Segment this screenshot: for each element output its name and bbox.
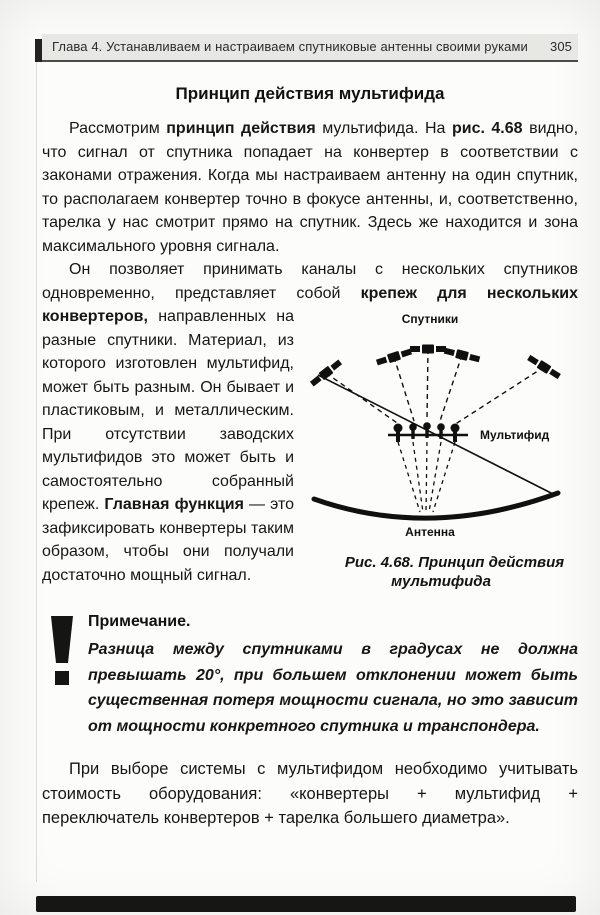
page-fold-line	[36, 62, 37, 882]
paragraph-2-text: Он позволяет принимать каналы с нескольких спутников одновременно, представляет собой	[42, 261, 578, 302]
header-page-number: 305	[550, 39, 572, 54]
satellite-icons	[309, 345, 562, 388]
paragraph-1-bold: принцип действия	[166, 120, 316, 137]
section-title: Принцип действия мультифида	[175, 84, 445, 103]
paragraph-1-text: Рассмотрим	[69, 120, 167, 137]
note-title: Примечание.	[88, 613, 191, 630]
multifeed-diagram	[304, 309, 578, 544]
paragraph-2	[42, 258, 579, 590]
paragraph-2-text: направленных на разные спутники. Материал, из которого изготовлен мультифид, может быть разным. Он бывает и пластиковым, и металлическим. При отсутствии заводских мультифидов это может быть и самостоятельно собранный крепеж.	[42, 308, 294, 513]
figure-4-68	[304, 309, 578, 591]
note-body: Разница между спутниками в градусах не должна превышать 20°, при большем отклонении может быть существенная потеря мощности сигнала, но это зависит от мощности конкретного спутника и транспондера.	[88, 641, 578, 735]
figure-caption-text: Принцип действия мультифида	[391, 554, 565, 590]
paragraph-1-text: видно, что сигнал от спутника попадает на конвертер в соответствии с законами отражения. Когда мы настраиваем антенну на один спутник, то располагаем конвертер точно в фокусе антенны, и, соответственно, тарелка у нас смотрит прямо на спутник. Здесь же находится и зона максимального уровня сигнала.	[42, 120, 579, 255]
header-chapter-title: Глава 4. Устанавливаем и настраиваем спутниковые антенны своими руками	[52, 39, 528, 54]
figure-caption	[304, 553, 578, 591]
antenna-label: Антенна	[405, 525, 455, 539]
exclamation-icon	[42, 613, 88, 739]
paragraph-3-text: При выборе системы с мультифидом необходимо учитывать стоимость оборудования: «конвертеры + мультифид + переключатель конвертеров + тарелка большего диаметра».	[42, 760, 578, 827]
note-content	[88, 613, 578, 739]
note-block	[42, 613, 578, 739]
scan-footer-bar	[36, 896, 576, 912]
satellites-label: Спутники	[401, 312, 459, 326]
figure-reference: рис. 4.68	[451, 120, 523, 137]
satellite-icon	[526, 354, 561, 381]
paragraph-2-text: — это зафиксировать конвертеры таким образом, чтобы они получали достаточно мощный сигнал.	[42, 496, 294, 584]
running-header	[42, 34, 578, 62]
figure-caption-number: Рис. 4.68.	[344, 554, 415, 571]
paragraph-1-text: мультифида. На	[315, 120, 452, 137]
paragraph-3	[42, 757, 578, 831]
dish-arc	[314, 493, 558, 518]
multifeed-cluster	[388, 422, 468, 442]
scan-corner-mark	[35, 39, 42, 62]
multifeed-label: Мультифид	[480, 428, 550, 442]
satellite-icon	[309, 358, 343, 387]
satellite-icon	[443, 346, 480, 363]
paragraph-2-bold: крепеж для нескольких конвертеров,	[42, 284, 579, 325]
satellite-icon	[410, 345, 446, 354]
satellite-rays	[326, 349, 544, 425]
paragraph-2-bold: Главная функция	[104, 496, 244, 513]
satellite-icon	[375, 347, 412, 367]
paragraph-1	[42, 117, 578, 258]
focus-rays	[398, 442, 455, 512]
